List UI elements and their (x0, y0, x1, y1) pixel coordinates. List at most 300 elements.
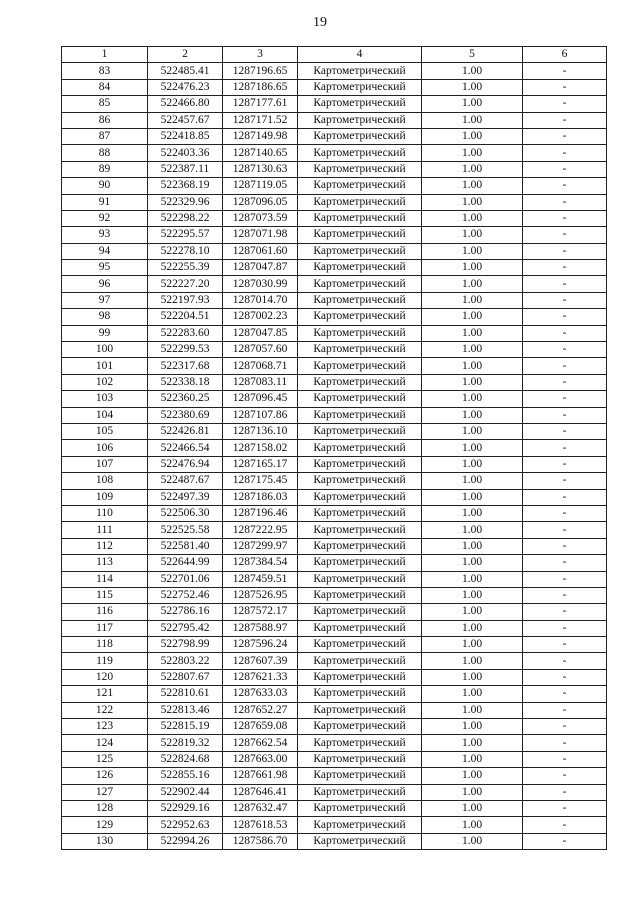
table-row (62, 128, 607, 144)
accuracy-cell: 1.00 (422, 161, 523, 177)
note-cell: - (523, 538, 607, 554)
note-cell: - (523, 817, 607, 833)
y-coordinate-cell: 1287607.39 (223, 653, 298, 669)
y-coordinate-cell: 1287149.98 (223, 128, 298, 144)
note-cell: - (523, 702, 607, 718)
method-cell: Картометрический (298, 522, 422, 538)
point-number-cell: 105 (62, 423, 148, 439)
accuracy-cell: 1.00 (422, 784, 523, 800)
x-coordinate-cell: 522368.19 (148, 178, 223, 194)
point-number-cell: 127 (62, 784, 148, 800)
table-row (62, 96, 607, 112)
method-cell: Картометрический (298, 440, 422, 456)
point-number-cell: 104 (62, 407, 148, 423)
accuracy-cell: 1.00 (422, 276, 523, 292)
point-number-cell: 95 (62, 260, 148, 276)
method-cell: Картометрический (298, 210, 422, 226)
y-coordinate-cell: 1287107.86 (223, 407, 298, 423)
y-coordinate-cell: 1287130.63 (223, 161, 298, 177)
accuracy-cell: 1.00 (422, 686, 523, 702)
note-cell: - (523, 161, 607, 177)
note-cell: - (523, 79, 607, 95)
y-coordinate-cell: 1287196.65 (223, 63, 298, 79)
note-cell: - (523, 63, 607, 79)
y-coordinate-cell: 1287596.24 (223, 637, 298, 653)
accuracy-cell: 1.00 (422, 571, 523, 587)
point-number-cell: 129 (62, 817, 148, 833)
point-number-cell: 109 (62, 489, 148, 505)
point-number-cell: 116 (62, 604, 148, 620)
accuracy-cell: 1.00 (422, 325, 523, 341)
point-number-cell: 90 (62, 178, 148, 194)
method-cell: Картометрический (298, 489, 422, 505)
table-row (62, 423, 607, 439)
method-cell: Картометрический (298, 817, 422, 833)
x-coordinate-cell: 522701.06 (148, 571, 223, 587)
method-cell: Картометрический (298, 473, 422, 489)
point-number-cell: 114 (62, 571, 148, 587)
point-number-cell: 83 (62, 63, 148, 79)
x-coordinate-cell: 522813.46 (148, 702, 223, 718)
accuracy-cell: 1.00 (422, 768, 523, 784)
point-number-cell: 85 (62, 96, 148, 112)
method-cell: Картометрический (298, 751, 422, 767)
y-coordinate-cell: 1287186.65 (223, 79, 298, 95)
x-coordinate-cell: 522317.68 (148, 358, 223, 374)
y-coordinate-cell: 1287177.61 (223, 96, 298, 112)
point-number-cell: 128 (62, 800, 148, 816)
table-row (62, 653, 607, 669)
accuracy-cell: 1.00 (422, 178, 523, 194)
y-coordinate-cell: 1287071.98 (223, 227, 298, 243)
note-cell: - (523, 489, 607, 505)
note-cell: - (523, 128, 607, 144)
table-row (62, 407, 607, 423)
accuracy-cell: 1.00 (422, 374, 523, 390)
x-coordinate-cell: 522752.46 (148, 587, 223, 603)
note-cell: - (523, 669, 607, 685)
point-number-cell: 87 (62, 128, 148, 144)
method-cell: Картометрический (298, 555, 422, 571)
x-coordinate-cell: 522380.69 (148, 407, 223, 423)
table-row (62, 276, 607, 292)
y-coordinate-cell: 1287196.46 (223, 505, 298, 521)
note-cell: - (523, 391, 607, 407)
note-cell: - (523, 440, 607, 456)
x-coordinate-cell: 522466.80 (148, 96, 223, 112)
x-coordinate-cell: 522807.67 (148, 669, 223, 685)
x-coordinate-cell: 522227.20 (148, 276, 223, 292)
note-cell: - (523, 555, 607, 571)
method-cell: Картометрический (298, 686, 422, 702)
x-coordinate-cell: 522298.22 (148, 210, 223, 226)
y-coordinate-cell: 1287659.08 (223, 719, 298, 735)
point-number-cell: 124 (62, 735, 148, 751)
note-cell: - (523, 456, 607, 472)
accuracy-cell: 1.00 (422, 79, 523, 95)
note-cell: - (523, 325, 607, 341)
method-cell: Картометрический (298, 423, 422, 439)
table-row (62, 555, 607, 571)
point-number-cell: 99 (62, 325, 148, 341)
x-coordinate-cell: 522418.85 (148, 128, 223, 144)
point-number-cell: 100 (62, 342, 148, 358)
x-coordinate-cell: 522255.39 (148, 260, 223, 276)
accuracy-cell: 1.00 (422, 260, 523, 276)
x-coordinate-cell: 522810.61 (148, 686, 223, 702)
note-cell: - (523, 473, 607, 489)
x-coordinate-cell: 522803.22 (148, 653, 223, 669)
point-number-cell: 91 (62, 194, 148, 210)
coordinates-table (61, 46, 607, 850)
point-number-cell: 102 (62, 374, 148, 390)
table-header (62, 47, 607, 63)
point-number-cell: 97 (62, 292, 148, 308)
method-cell: Картометрический (298, 391, 422, 407)
accuracy-cell: 1.00 (422, 555, 523, 571)
note-cell: - (523, 112, 607, 128)
x-coordinate-cell: 522403.36 (148, 145, 223, 161)
accuracy-cell: 1.00 (422, 112, 523, 128)
table-row (62, 391, 607, 407)
note-cell: - (523, 768, 607, 784)
table-row (62, 505, 607, 521)
x-coordinate-cell: 522476.94 (148, 456, 223, 472)
y-coordinate-cell: 1287096.05 (223, 194, 298, 210)
method-cell: Картометрический (298, 145, 422, 161)
table-row (62, 161, 607, 177)
y-coordinate-cell: 1287526.95 (223, 587, 298, 603)
note-cell: - (523, 571, 607, 587)
method-cell: Картометрический (298, 604, 422, 620)
accuracy-cell: 1.00 (422, 227, 523, 243)
table-row (62, 145, 607, 161)
method-cell: Картометрический (298, 456, 422, 472)
table-row (62, 702, 607, 718)
table-row (62, 309, 607, 325)
note-cell: - (523, 342, 607, 358)
note-cell: - (523, 96, 607, 112)
y-coordinate-cell: 1287030.99 (223, 276, 298, 292)
point-number-cell: 108 (62, 473, 148, 489)
point-number-cell: 96 (62, 276, 148, 292)
x-coordinate-cell: 522197.93 (148, 292, 223, 308)
x-coordinate-cell: 522855.16 (148, 768, 223, 784)
y-coordinate-cell: 1287047.85 (223, 325, 298, 341)
note-cell: - (523, 505, 607, 521)
y-coordinate-cell: 1287632.47 (223, 800, 298, 816)
note-cell: - (523, 276, 607, 292)
accuracy-cell: 1.00 (422, 719, 523, 735)
note-cell: - (523, 751, 607, 767)
point-number-cell: 88 (62, 145, 148, 161)
note-cell: - (523, 686, 607, 702)
x-coordinate-cell: 522581.40 (148, 538, 223, 554)
method-cell: Картометрический (298, 63, 422, 79)
y-coordinate-cell: 1287633.03 (223, 686, 298, 702)
note-cell: - (523, 227, 607, 243)
y-coordinate-cell: 1287014.70 (223, 292, 298, 308)
y-coordinate-cell: 1287459.51 (223, 571, 298, 587)
x-coordinate-cell: 522798.99 (148, 637, 223, 653)
accuracy-cell: 1.00 (422, 800, 523, 816)
table-row (62, 571, 607, 587)
table-row (62, 292, 607, 308)
x-coordinate-cell: 522952.63 (148, 817, 223, 833)
point-number-cell: 94 (62, 243, 148, 259)
point-number-cell: 89 (62, 161, 148, 177)
table-row (62, 686, 607, 702)
point-number-cell: 119 (62, 653, 148, 669)
x-coordinate-cell: 522786.16 (148, 604, 223, 620)
method-cell: Картометрический (298, 79, 422, 95)
accuracy-cell: 1.00 (422, 604, 523, 620)
header-cell-3: 3 (223, 47, 298, 63)
method-cell: Картометрический (298, 342, 422, 358)
x-coordinate-cell: 522994.26 (148, 833, 223, 849)
y-coordinate-cell: 1287165.17 (223, 456, 298, 472)
accuracy-cell: 1.00 (422, 669, 523, 685)
method-cell: Картометрический (298, 374, 422, 390)
note-cell: - (523, 604, 607, 620)
page-number: 19 (313, 15, 327, 30)
x-coordinate-cell: 522497.39 (148, 489, 223, 505)
table-row (62, 342, 607, 358)
note-cell: - (523, 145, 607, 161)
table-row (62, 112, 607, 128)
accuracy-cell: 1.00 (422, 358, 523, 374)
accuracy-cell: 1.00 (422, 817, 523, 833)
x-coordinate-cell: 522819.32 (148, 735, 223, 751)
header-cell-1: 1 (62, 47, 148, 63)
note-cell: - (523, 407, 607, 423)
note-cell: - (523, 210, 607, 226)
note-cell: - (523, 243, 607, 259)
y-coordinate-cell: 1287384.54 (223, 555, 298, 571)
point-number-cell: 126 (62, 768, 148, 784)
accuracy-cell: 1.00 (422, 63, 523, 79)
method-cell: Картометрический (298, 669, 422, 685)
accuracy-cell: 1.00 (422, 440, 523, 456)
y-coordinate-cell: 1287586.70 (223, 833, 298, 849)
y-coordinate-cell: 1287588.97 (223, 620, 298, 636)
table-row (62, 194, 607, 210)
method-cell: Картометрический (298, 227, 422, 243)
y-coordinate-cell: 1287057.60 (223, 342, 298, 358)
method-cell: Картометрический (298, 784, 422, 800)
accuracy-cell: 1.00 (422, 637, 523, 653)
x-coordinate-cell: 522506.30 (148, 505, 223, 521)
method-cell: Картометрический (298, 833, 422, 849)
table-row (62, 833, 607, 849)
table-row (62, 260, 607, 276)
note-cell: - (523, 423, 607, 439)
point-number-cell: 92 (62, 210, 148, 226)
table-row (62, 358, 607, 374)
y-coordinate-cell: 1287083.11 (223, 374, 298, 390)
y-coordinate-cell: 1287652.27 (223, 702, 298, 718)
accuracy-cell: 1.00 (422, 833, 523, 849)
point-number-cell: 107 (62, 456, 148, 472)
method-cell: Картометрический (298, 702, 422, 718)
method-cell: Картометрический (298, 358, 422, 374)
y-coordinate-cell: 1287119.05 (223, 178, 298, 194)
x-coordinate-cell: 522644.99 (148, 555, 223, 571)
y-coordinate-cell: 1287618.53 (223, 817, 298, 833)
note-cell: - (523, 735, 607, 751)
method-cell: Картометрический (298, 800, 422, 816)
accuracy-cell: 1.00 (422, 407, 523, 423)
x-coordinate-cell: 522795.42 (148, 620, 223, 636)
table-row (62, 719, 607, 735)
y-coordinate-cell: 1287140.65 (223, 145, 298, 161)
note-cell: - (523, 587, 607, 603)
y-coordinate-cell: 1287572.17 (223, 604, 298, 620)
table-row (62, 784, 607, 800)
x-coordinate-cell: 522815.19 (148, 719, 223, 735)
point-number-cell: 130 (62, 833, 148, 849)
y-coordinate-cell: 1287136.10 (223, 423, 298, 439)
note-cell: - (523, 358, 607, 374)
y-coordinate-cell: 1287662.54 (223, 735, 298, 751)
accuracy-cell: 1.00 (422, 653, 523, 669)
method-cell: Картометрический (298, 276, 422, 292)
table-row (62, 210, 607, 226)
table-row (62, 456, 607, 472)
point-number-cell: 98 (62, 309, 148, 325)
accuracy-cell: 1.00 (422, 210, 523, 226)
header-row (62, 47, 607, 63)
x-coordinate-cell: 522487.67 (148, 473, 223, 489)
table-row (62, 800, 607, 816)
accuracy-cell: 1.00 (422, 456, 523, 472)
point-number-cell: 103 (62, 391, 148, 407)
method-cell: Картометрический (298, 194, 422, 210)
method-cell: Картометрический (298, 653, 422, 669)
y-coordinate-cell: 1287096.45 (223, 391, 298, 407)
accuracy-cell: 1.00 (422, 505, 523, 521)
y-coordinate-cell: 1287661.98 (223, 768, 298, 784)
table-row (62, 637, 607, 653)
point-number-cell: 123 (62, 719, 148, 735)
method-cell: Картометрический (298, 587, 422, 603)
method-cell: Картометрический (298, 292, 422, 308)
header-cell-6: 6 (523, 47, 607, 63)
table-row (62, 735, 607, 751)
note-cell: - (523, 800, 607, 816)
table-row (62, 440, 607, 456)
x-coordinate-cell: 522426.81 (148, 423, 223, 439)
y-coordinate-cell: 1287663.00 (223, 751, 298, 767)
y-coordinate-cell: 1287621.33 (223, 669, 298, 685)
method-cell: Картометрический (298, 620, 422, 636)
accuracy-cell: 1.00 (422, 96, 523, 112)
point-number-cell: 86 (62, 112, 148, 128)
method-cell: Картометрический (298, 325, 422, 341)
note-cell: - (523, 260, 607, 276)
point-number-cell: 118 (62, 637, 148, 653)
note-cell: - (523, 620, 607, 636)
header-cell-2: 2 (148, 47, 223, 63)
x-coordinate-cell: 522387.11 (148, 161, 223, 177)
method-cell: Картометрический (298, 260, 422, 276)
point-number-cell: 110 (62, 505, 148, 521)
table-row (62, 374, 607, 390)
accuracy-cell: 1.00 (422, 473, 523, 489)
table-row (62, 751, 607, 767)
accuracy-cell: 1.00 (422, 128, 523, 144)
x-coordinate-cell: 522299.53 (148, 342, 223, 358)
accuracy-cell: 1.00 (422, 587, 523, 603)
y-coordinate-cell: 1287646.41 (223, 784, 298, 800)
x-coordinate-cell: 522360.25 (148, 391, 223, 407)
table-row (62, 243, 607, 259)
header-cell-5: 5 (422, 47, 523, 63)
method-cell: Картометрический (298, 735, 422, 751)
note-cell: - (523, 309, 607, 325)
method-cell: Картометрический (298, 768, 422, 784)
accuracy-cell: 1.00 (422, 391, 523, 407)
point-number-cell: 120 (62, 669, 148, 685)
x-coordinate-cell: 522824.68 (148, 751, 223, 767)
x-coordinate-cell: 522476.23 (148, 79, 223, 95)
method-cell: Картометрический (298, 96, 422, 112)
note-cell: - (523, 292, 607, 308)
x-coordinate-cell: 522525.58 (148, 522, 223, 538)
accuracy-cell: 1.00 (422, 538, 523, 554)
table-row (62, 522, 607, 538)
y-coordinate-cell: 1287186.03 (223, 489, 298, 505)
x-coordinate-cell: 522457.67 (148, 112, 223, 128)
accuracy-cell: 1.00 (422, 735, 523, 751)
y-coordinate-cell: 1287047.87 (223, 260, 298, 276)
point-number-cell: 115 (62, 587, 148, 603)
method-cell: Картометрический (298, 128, 422, 144)
method-cell: Картометрический (298, 112, 422, 128)
x-coordinate-cell: 522338.18 (148, 374, 223, 390)
accuracy-cell: 1.00 (422, 489, 523, 505)
x-coordinate-cell: 522283.60 (148, 325, 223, 341)
table-row (62, 768, 607, 784)
point-number-cell: 111 (62, 522, 148, 538)
accuracy-cell: 1.00 (422, 522, 523, 538)
accuracy-cell: 1.00 (422, 309, 523, 325)
accuracy-cell: 1.00 (422, 292, 523, 308)
point-number-cell: 84 (62, 79, 148, 95)
table-row (62, 489, 607, 505)
note-cell: - (523, 719, 607, 735)
note-cell: - (523, 653, 607, 669)
point-number-cell: 106 (62, 440, 148, 456)
point-number-cell: 113 (62, 555, 148, 571)
table-row (62, 325, 607, 341)
method-cell: Картометрический (298, 538, 422, 554)
y-coordinate-cell: 1287222.95 (223, 522, 298, 538)
note-cell: - (523, 374, 607, 390)
y-coordinate-cell: 1287073.59 (223, 210, 298, 226)
y-coordinate-cell: 1287175.45 (223, 473, 298, 489)
x-coordinate-cell: 522329.96 (148, 194, 223, 210)
y-coordinate-cell: 1287068.71 (223, 358, 298, 374)
point-number-cell: 117 (62, 620, 148, 636)
x-coordinate-cell: 522278.10 (148, 243, 223, 259)
point-number-cell: 121 (62, 686, 148, 702)
table-row (62, 587, 607, 603)
header-cell-4: 4 (298, 47, 422, 63)
table-body (62, 63, 607, 850)
accuracy-cell: 1.00 (422, 620, 523, 636)
note-cell: - (523, 784, 607, 800)
